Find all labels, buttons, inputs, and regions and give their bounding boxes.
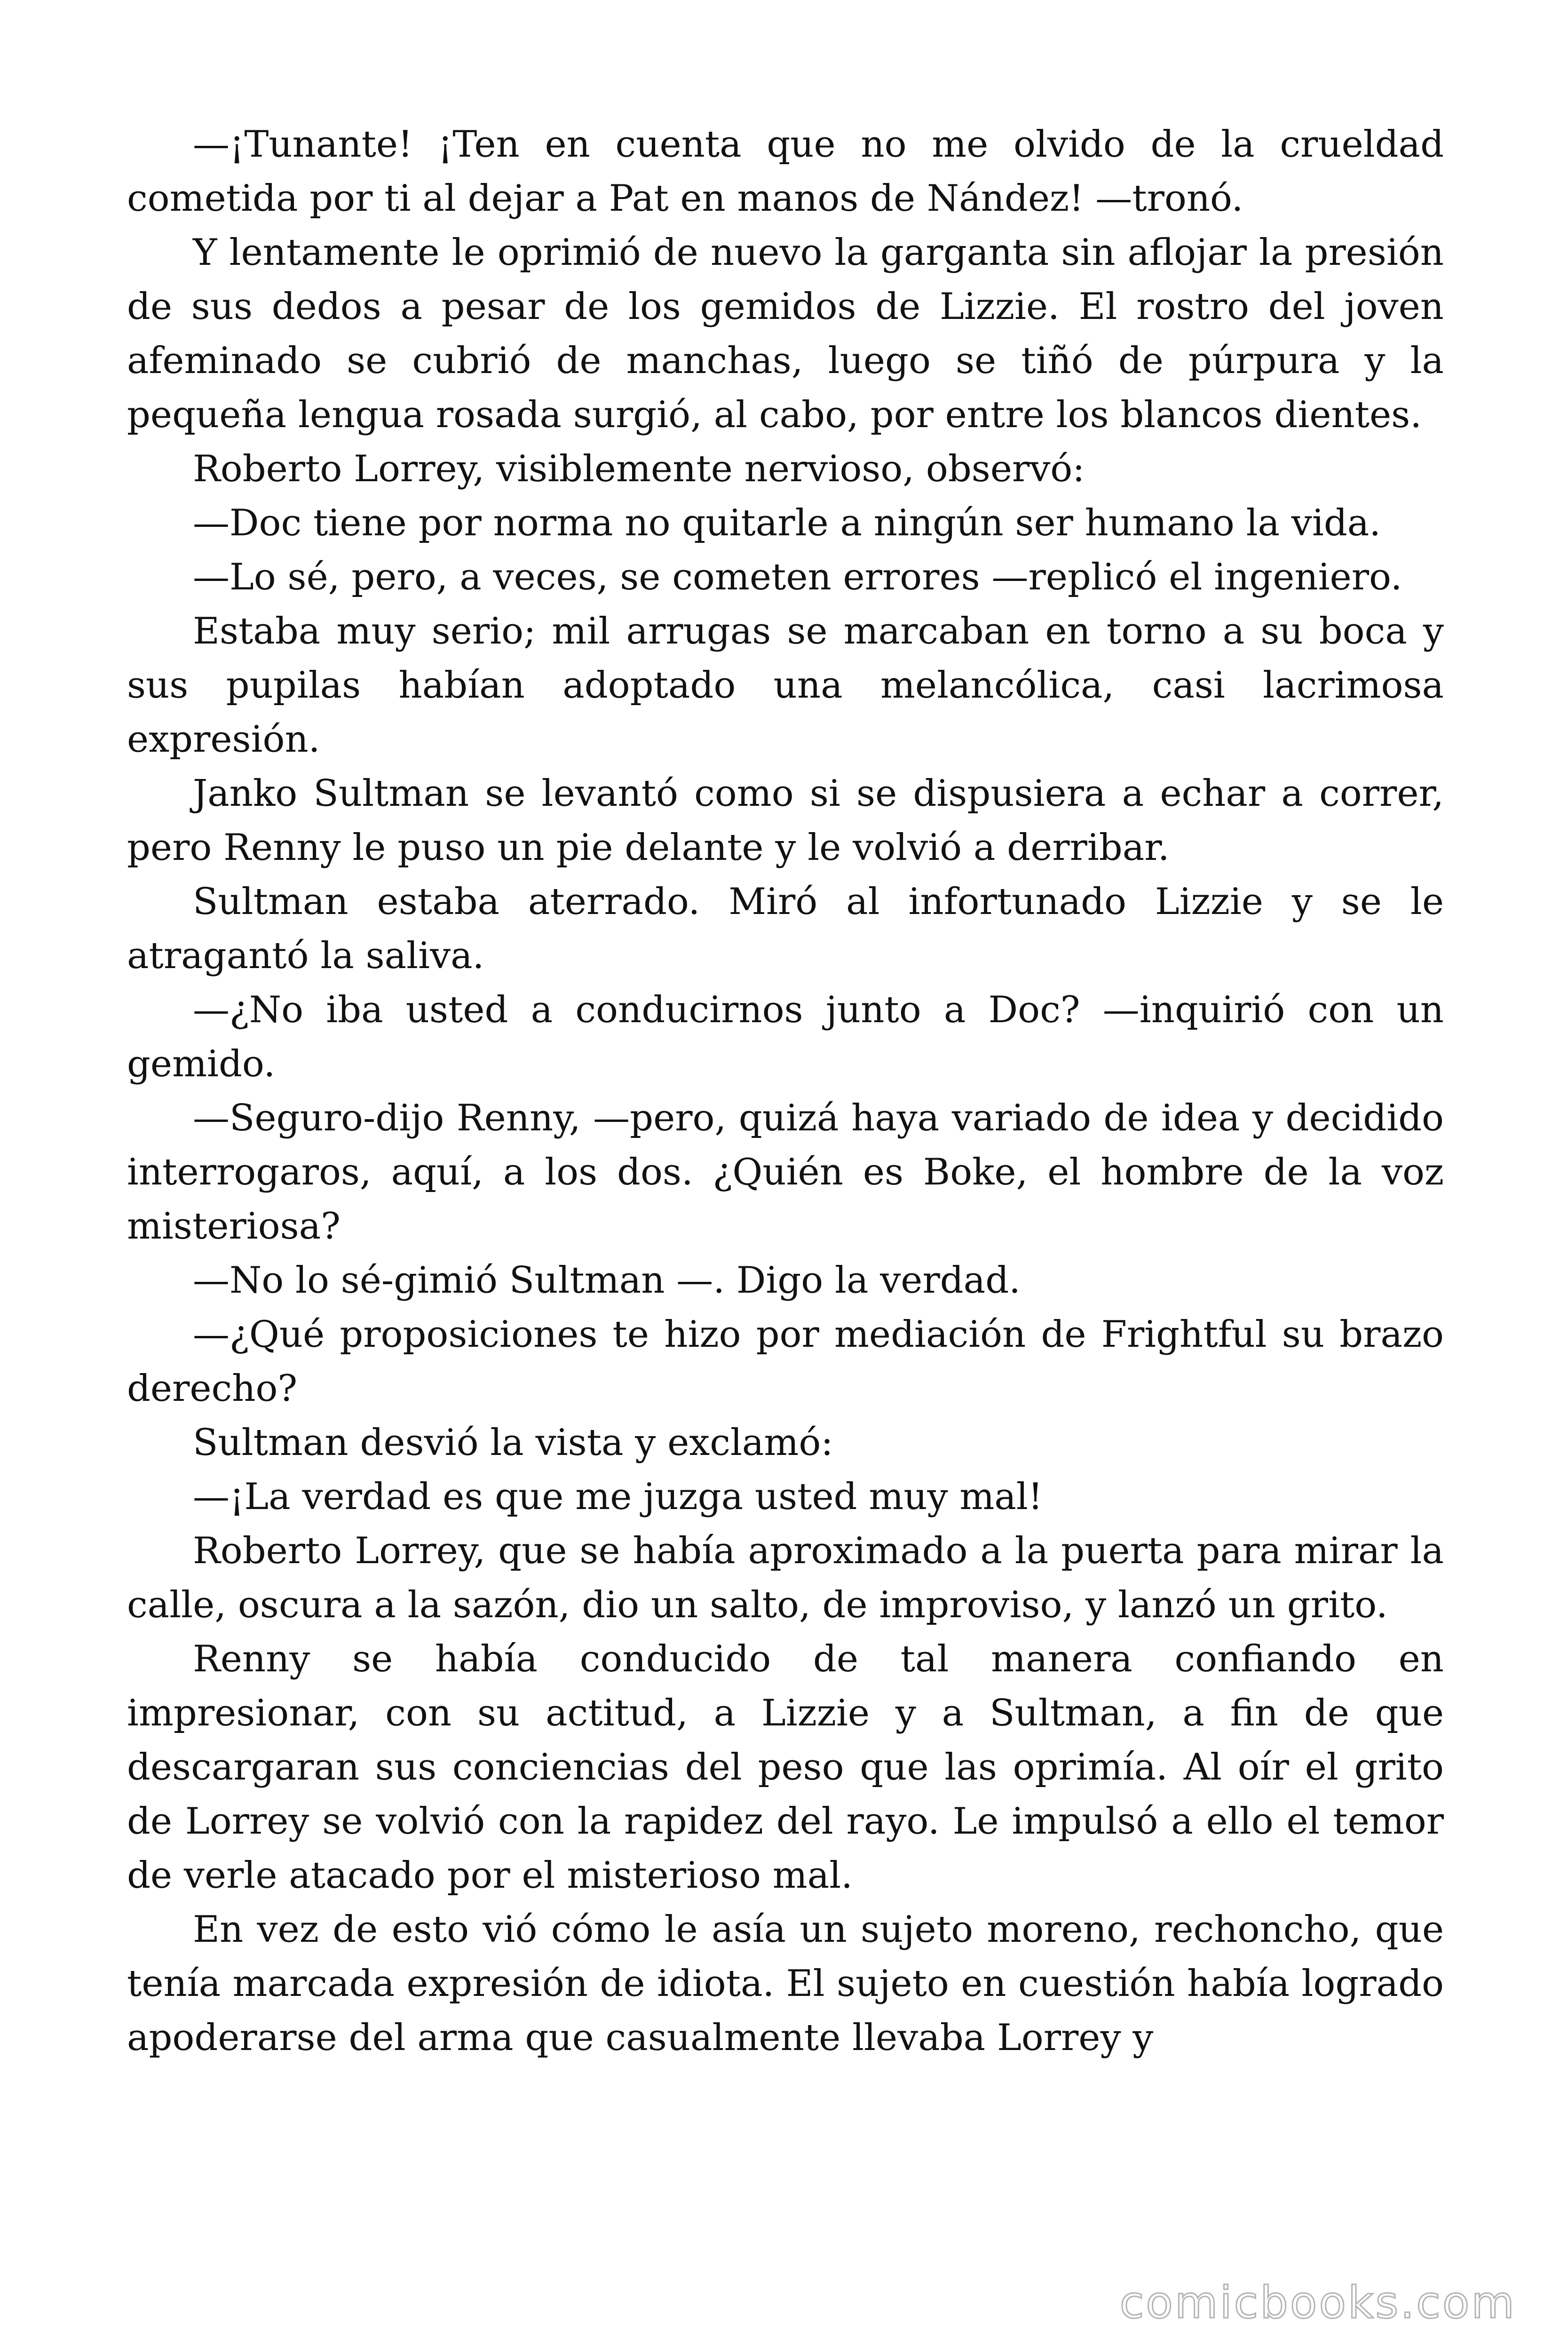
watermark: comicbooks.com [1119, 2277, 1516, 2328]
paragraph: —¡Tunante! ¡Ten en cuenta que no me olvido de la crueldad cometida por ti al dejar a Pat en manos de Nández! —tronó. [127, 123, 1444, 220]
paragraph: Renny se había conducido de tal manera confiando en impresionar, con su actitud, a Lizzie y a Sultman, a fin de que descargaran sus conciencias del peso que las oprimía. Al oír el grito de Lorrey se volvió con la rapidez del rayo. Le impulsó a ello el temor de verle atacado por el misterioso mal. [127, 1638, 1444, 1897]
paragraph: Roberto Lorrey, que se había aproximado a la puerta para mirar la calle, oscura a la sazón, dio un salto, de improviso, y lanzó un grito. [127, 1530, 1444, 1626]
paragraph: Sultman desvió la vista y exclamó: [193, 1422, 833, 1464]
paragraph: Janko Sultman se levantó como si se dispusiera a echar a correr, pero Renny le puso un pie delante y le volvió a derribar. [127, 772, 1444, 869]
paragraph: En vez de esto vió cómo le asía un sujeto moreno, rechoncho, que tenía marcada expresión de idiota. El sujeto en cuestión había logrado apoderarse del arma que casualmente llevaba Lorrey y [127, 1908, 1444, 2059]
paragraph: Sultman estaba aterrado. Miró al infortunado Lizzie y se le atragantó la saliva. [127, 881, 1444, 977]
paragraph: —Lo sé, pero, a veces, se cometen errores —replicó el ingeniero. [193, 556, 1402, 598]
paragraph: —Seguro-dijo Renny, —pero, quizá haya variado de idea y decidido interrogaros, aquí, a los dos. ¿Quién es Boke, el hombre de la voz misteriosa? [127, 1097, 1444, 1248]
paragraph: —Doc tiene por norma no quitarle a ningún ser humano la vida. [193, 502, 1381, 544]
paragraph: —¿Qué proposiciones te hizo por mediación de Frightful su brazo derecho? [127, 1313, 1444, 1410]
paragraph: Y lentamente le oprimió de nuevo la garganta sin aflojar la presión de sus dedos a pesar de los gemidos de Lizzie. El rostro del joven afeminado se cubrió de manchas, luego se tiñó de púrpura y la pequeña lengua rosada surgió, al cabo, por entre los blancos dientes. [127, 231, 1444, 436]
paragraph: Roberto Lorrey, visiblemente nervioso, observó: [193, 448, 1085, 490]
paragraph: —No lo sé-gimió Sultman —. Digo la verdad. [193, 1259, 1021, 1302]
paragraph: —¿No iba usted a conducirnos junto a Doc? —inquirió con un gemido. [127, 989, 1444, 1085]
paragraph: Estaba muy serio; mil arrugas se marcaban en torno a su boca y sus pupilas habían adoptado una melancólica, casi lacrimosa expresión. [127, 610, 1444, 761]
book-page [127, 118, 1444, 2234]
paragraph: —¡La verdad es que me juzga usted muy mal! [193, 1476, 1043, 1518]
